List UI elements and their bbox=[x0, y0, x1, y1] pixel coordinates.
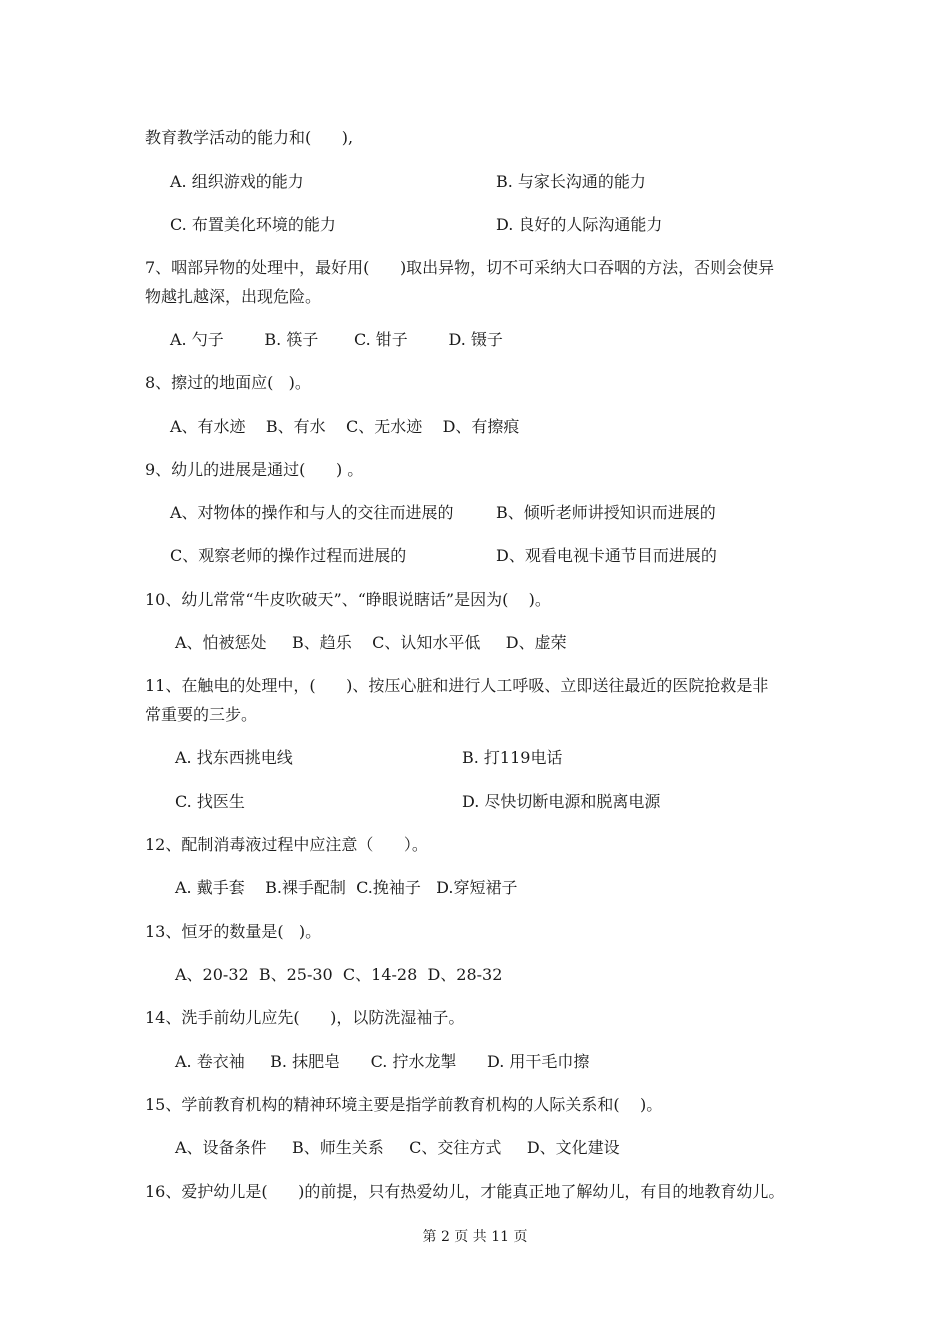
option-d: D、观看电视卡通节目而进展的 bbox=[496, 546, 717, 565]
page-footer: 第 2 页 共 11 页 bbox=[422, 1229, 528, 1245]
question-stem: 11、在触电的处理中，( )、按压心脏和进行人工呼吸、立即送往最近的医院抢救是非 bbox=[145, 676, 769, 695]
question-stem: 教育教学活动的能力和( ), bbox=[145, 128, 354, 147]
question-stem: 15、学前教育机构的精神环境主要是指学前教育机构的人际关系和( )。 bbox=[145, 1095, 663, 1114]
option-d: D. 良好的人际沟通能力 bbox=[496, 215, 663, 234]
options-row: A、20-32 B、25-30 C、14-28 D、28-32 bbox=[175, 965, 503, 984]
question-stem: 7、咽部异物的处理中，最好用( )取出异物，切不可采纳大口吞咽的方法，否则会使异 bbox=[145, 258, 775, 277]
options-row: A、设备条件 B、师生关系 C、交往方式 D、文化建设 bbox=[175, 1138, 620, 1157]
option-c: C. 布置美化环境的能力 bbox=[170, 215, 336, 234]
question-stem: 12、配制消毒液过程中应注意（ ）。 bbox=[145, 835, 428, 854]
options-row: A. 卷衣袖 B. 抹肥皂 C. 拧水龙掣 D. 用干毛巾擦 bbox=[175, 1052, 590, 1071]
question-stem: 13、恒牙的数量是( )。 bbox=[145, 922, 322, 941]
option-c: C. 找医生 bbox=[175, 792, 245, 811]
option-a: A、对物体的操作和与人的交往而进展的 bbox=[170, 503, 454, 522]
option-d: D. 尽快切断电源和脱离电源 bbox=[462, 792, 661, 811]
option-b: B. 打119电话 bbox=[462, 748, 563, 767]
option-a: A. 组织游戏的能力 bbox=[170, 172, 304, 191]
option-c: C、观察老师的操作过程而进展的 bbox=[170, 546, 407, 565]
options-row: A、怕被惩处 B、趋乐 C、认知水平低 D、虚荣 bbox=[175, 633, 567, 652]
question-stem: 16、爱护幼儿是( )的前提，只有热爱幼儿，才能真正地了解幼儿，有目的地教育幼儿。 bbox=[145, 1182, 785, 1201]
question-stem-continued: 常重要的三步。 bbox=[145, 705, 258, 724]
question-stem: 8、擦过的地面应( )。 bbox=[145, 373, 311, 392]
question-stem: 14、洗手前幼儿应先( )，以防洗湿袖子。 bbox=[145, 1008, 465, 1027]
options-row: A. 勺子 B. 筷子 C. 钳子 D. 镊子 bbox=[170, 330, 503, 349]
question-stem: 10、幼儿常常“牛皮吹破天”、“睁眼说瞎话”是因为( )。 bbox=[145, 590, 551, 609]
question-stem: 9、幼儿的进展是通过( ) 。 bbox=[145, 460, 364, 479]
options-row: A. 戴手套 B.裸手配制 C.挽袖子 D.穿短裙子 bbox=[175, 878, 518, 897]
options-row: A、有水迹 B、有水 C、无水迹 D、有擦痕 bbox=[170, 417, 520, 436]
option-b: B. 与家长沟通的能力 bbox=[496, 172, 646, 191]
question-stem-continued: 物越扎越深，出现危险。 bbox=[145, 287, 322, 306]
option-b: B、倾听老师讲授知识而进展的 bbox=[496, 503, 716, 522]
option-a: A. 找东西挑电线 bbox=[175, 748, 293, 767]
